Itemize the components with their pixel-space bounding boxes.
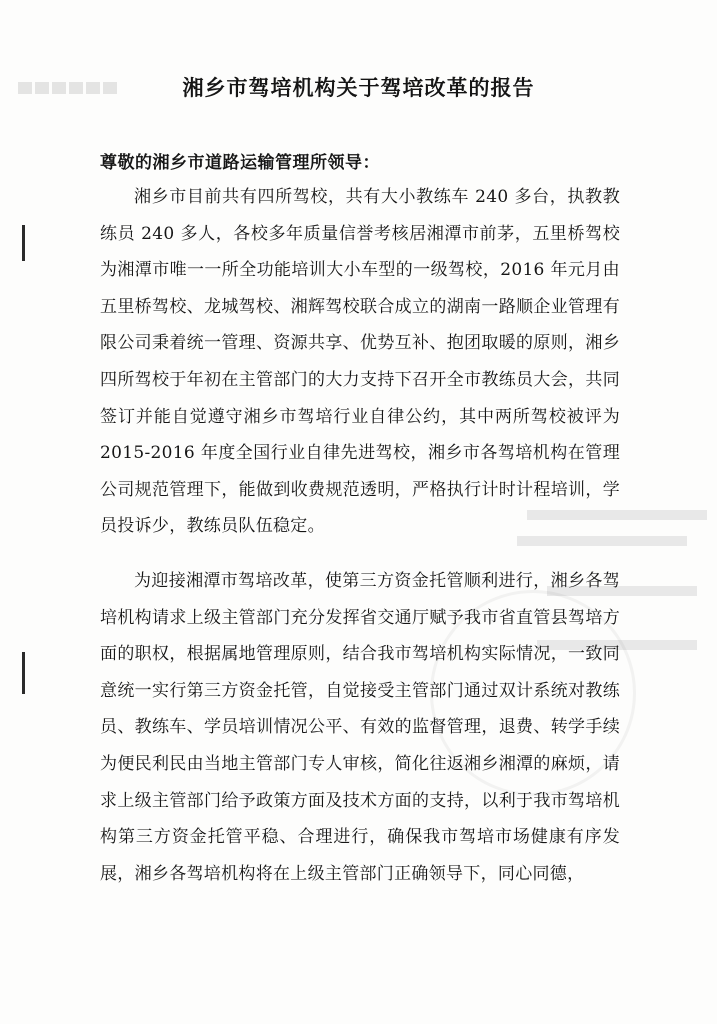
- salutation: 尊敬的湘乡市道路运输管理所领导：: [100, 153, 380, 173]
- body-paragraph: 为迎接湘潭市驾培改革，使第三方资金托管顺利进行，湘乡各驾培机构请求上级主管部门充分发挥省交通厅赋予我市省直管县驾培方面的职权，根据属地管理原则，结合我市驾培机构实际情况，一致同意统一实行第三方资金托管，自觉接受主管部门通过双计系统对教练员、教练车、学员培训情况公平、有效的监督管理，退费、转学手续为便民利民由当地主管部门专人审核，简化往返湘乡湘潭的麻烦，请求上级主管部门给予政策方面及技术方面的支持，以利于我市驾培机构第三方资金托管平稳、合理进行，确保我市驾培市场健康有序发展，湘乡各驾培机构将在上级主管部门正确领导下，同心同德，: [100, 571, 620, 884]
- binder-mark: [22, 652, 25, 694]
- binder-mark: [22, 225, 25, 261]
- body-paragraph: 湘乡市目前共有四所驾校，共有大小教练车 240 多台，执教教练员 240 多人，各校多年质量信誉考核居湘潭市前茅，五里桥驾校为湘潭市唯一一所全功能培训大小车型的一级驾校，2016 年元月由五里桥驾校、龙城驾校、湘辉驾校联合成立的湖南一路顺企业管理有限公司秉着统一管理、资源共享、优势互补、抱团取暖的原则，湘乡四所驾校于年初在主管部门的大力支持下召开全市教练员大会，共同签订并能自觉遵守湘乡市驾培行业自律公约，其中两所驾校被评为 2015-2016 年度全国行业自律先进驾校，湘乡市各驾培机构在管理公司规范管理下，能做到收费规范透明，严格执行计时计程培训，学员投诉少，教练员队伍稳定。: [100, 187, 620, 537]
- document-title: 湘乡市驾培机构关于驾培改革的报告: [182, 75, 535, 100]
